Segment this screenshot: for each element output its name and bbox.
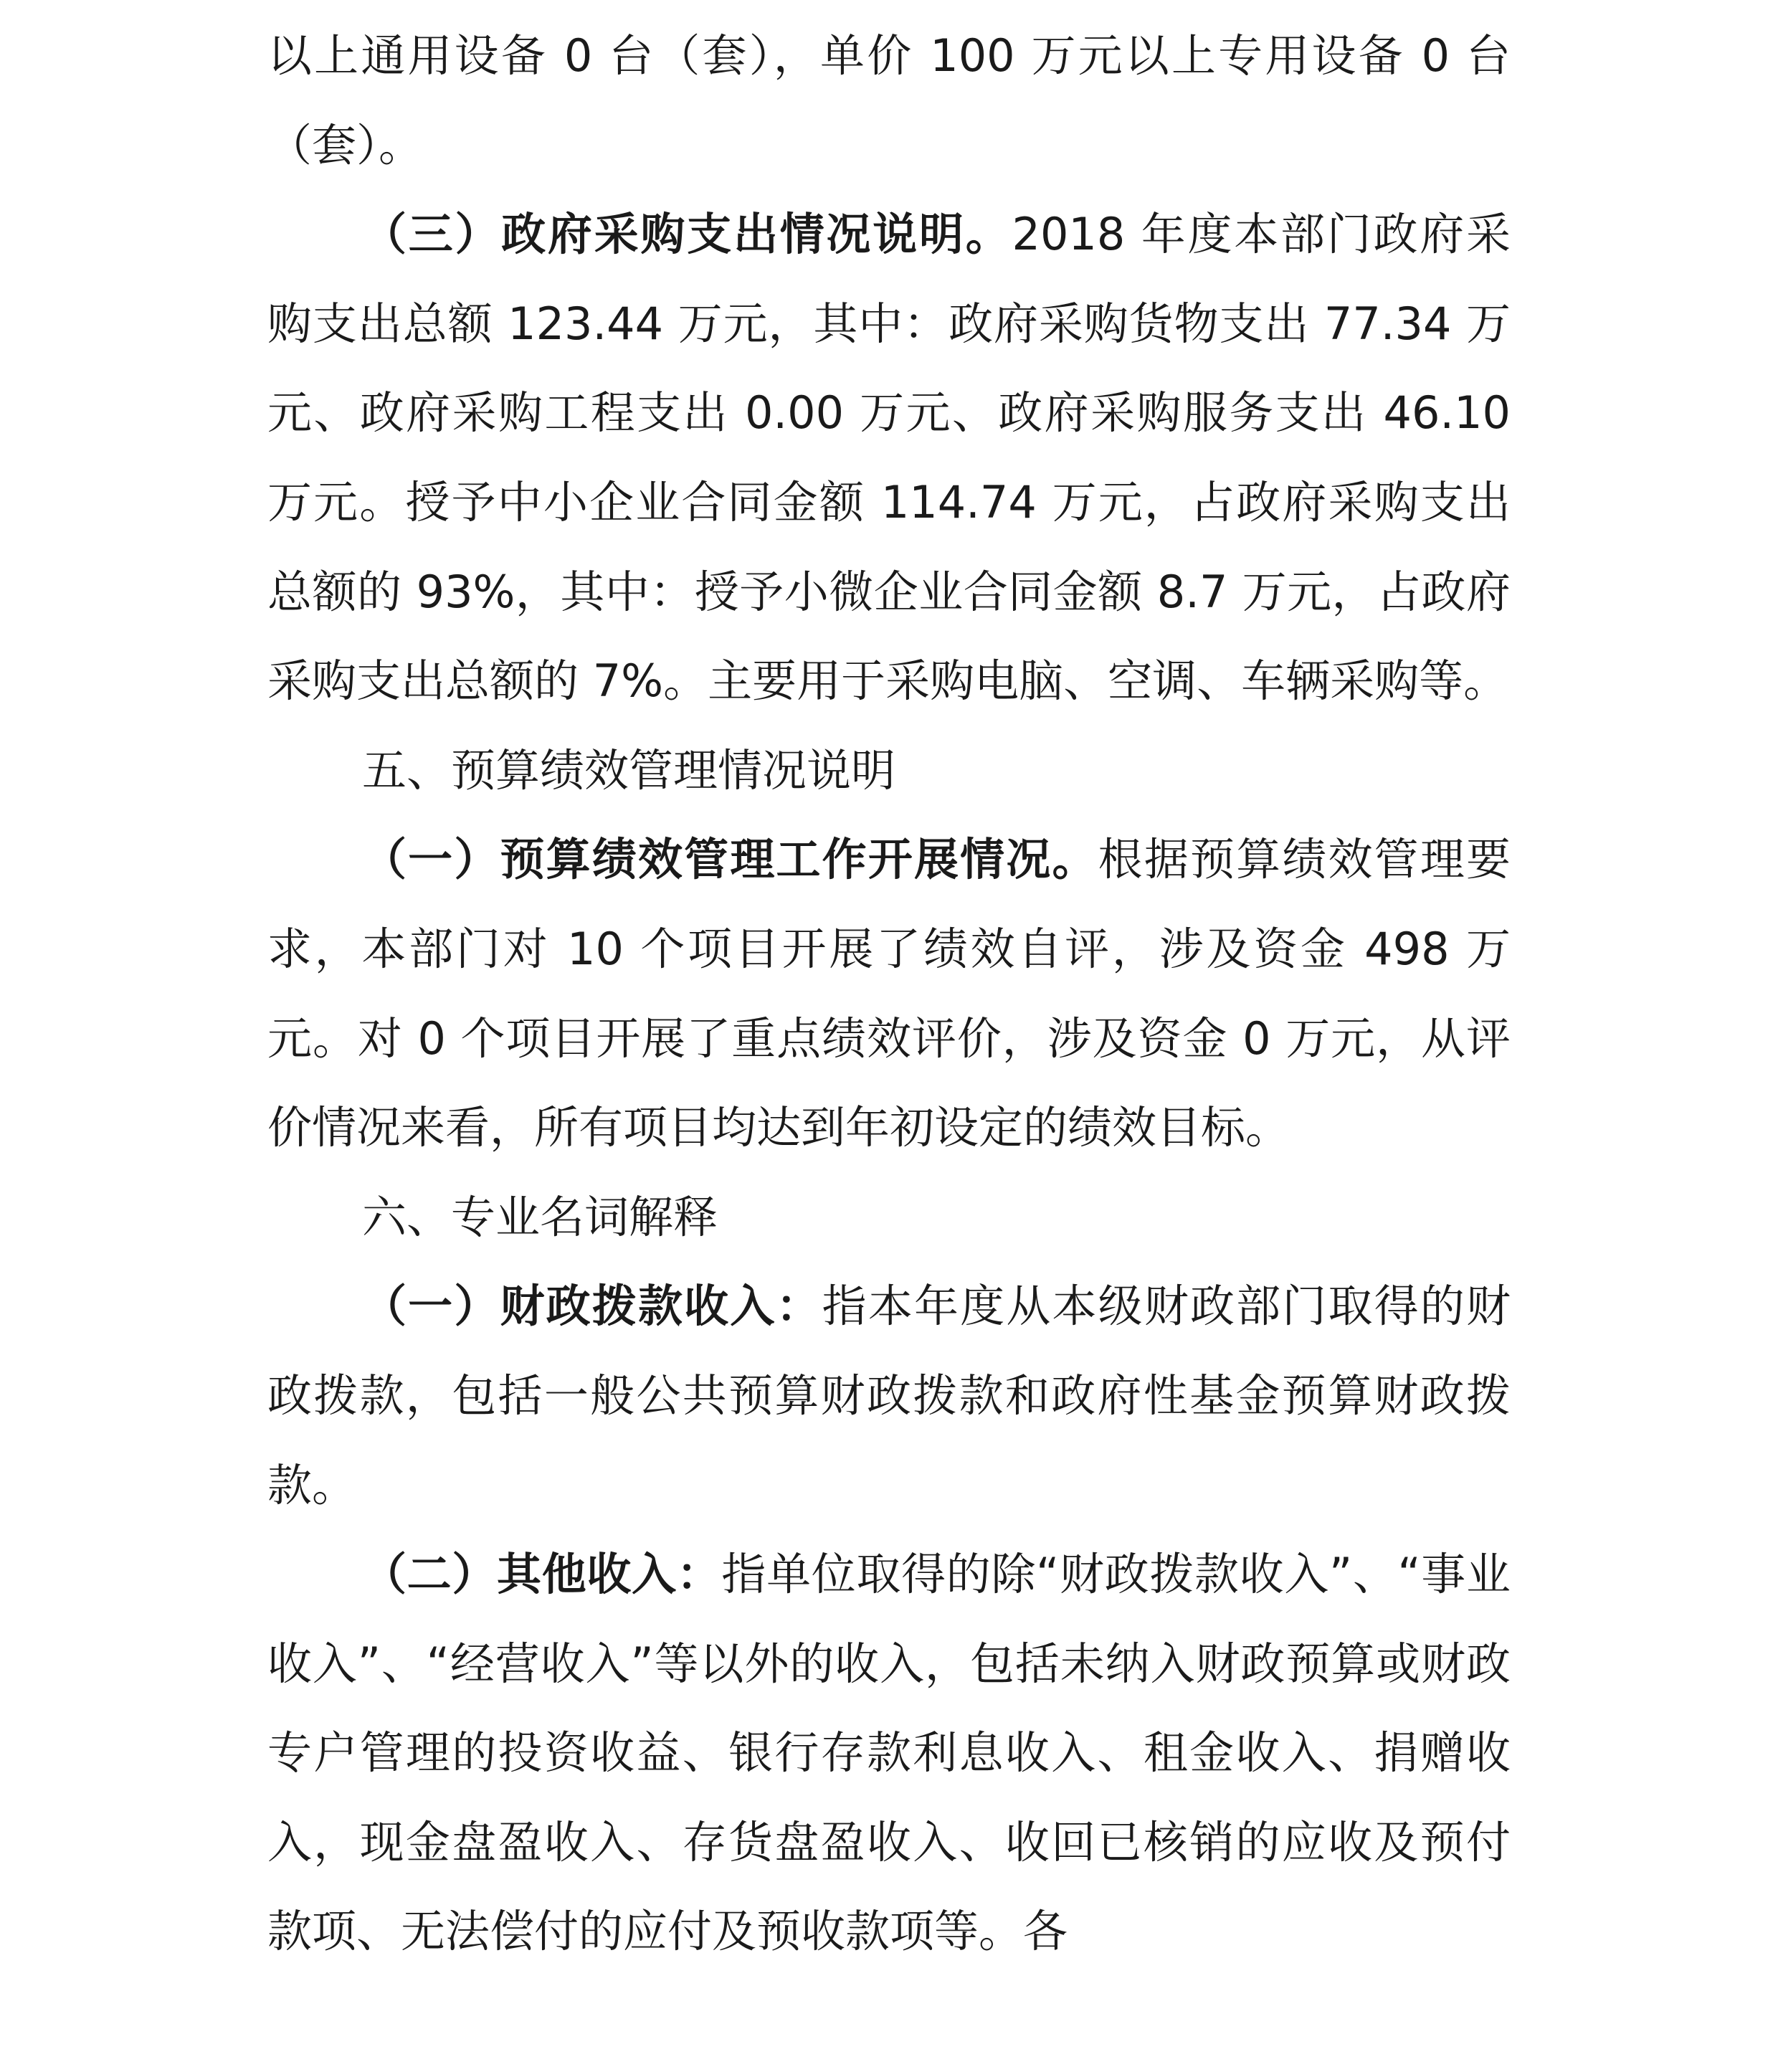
paragraph-heading: （三）政府采购支出情况说明。 [362,208,1012,261]
paragraph-procurement [267,190,1511,726]
paragraph-heading: （一）财政拨款收入： [362,1280,822,1333]
paragraph-equipment-continuation [267,11,1511,190]
document-page [267,11,1511,1977]
paragraph-text: 指单位取得的除“财政拨款收入”、“事业收入”、“经营收入”等以外的收入，包括未纳入财政预算或财政专户管理的投资收益、银行存款利息收入、租金收入、捐赠收入，现金盘盈收入、存货盘盈收入、收回已核销的应收及预付款项、无法偿付的应付及预收款项等。各 [267,1548,1511,1958]
paragraph-text: 指本年度从本级财政部门取得的财政拨款，包括一般公共预算财政拨款和政府性基金预算财政拨款。 [267,1280,1511,1511]
paragraph-text: 根据预算绩效管理要求，本部门对 10 个项目开展了绩效自评，涉及资金 498 万元。对 0 个项目开展了重点绩效评价，涉及资金 0 万元，从评价情况来看，所有项目均达到年初设定的绩效目标。 [267,833,1511,1154]
paragraph-heading: （二）其他收入： [362,1548,722,1601]
section-heading-glossary [267,1173,1511,1263]
section-heading-performance [267,726,1511,816]
paragraph-other-income [267,1530,1511,1977]
section-heading-text: 五、预算绩效管理情况说明 [362,743,896,797]
paragraph-performance-management [267,815,1511,1172]
paragraph-fiscal-income [267,1262,1511,1530]
paragraph-text: 2018 年度本部门政府采购支出总额 123.44 万元，其中：政府采购货物支出 77.34 万元、政府采购工程支出 0.00 万元、政府采购服务支出 46.10 万元。授予中小企业合同金额 114.74 万元，占政府采购支出总额的 93%，其中：授予小微企业合同金额 8.7 万元，占政府采购支出总额的 7%。主要用于采购电脑、空调、车辆采购等。 [267,208,1511,708]
section-heading-text: 六、专业名词解释 [362,1190,718,1243]
paragraph-text: 以上通用设备 0 台（套），单价 100 万元以上专用设备 0 台（套）。 [267,29,1511,171]
paragraph-heading: （一）预算绩效管理工作开展情况。 [362,833,1098,886]
